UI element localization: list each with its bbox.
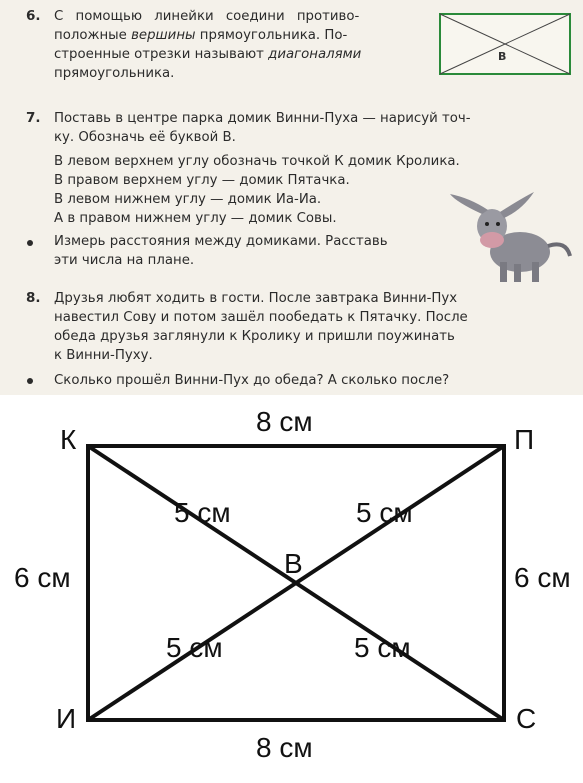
mini-rectangle-diagram [432,8,580,80]
donkey-eye [485,222,489,226]
task-8-bullet-line-1: Сколько прошёл Винни-Пух до обеда? А сколько после? [54,373,450,388]
center-label-vinni: В [284,548,303,579]
task-8-line-2: навестил Сову и потом зашёл пообедать к Пятачку. После [54,310,468,325]
donkey-muzzle [480,232,504,248]
plan-diagram [0,395,583,783]
task-7-line-1: Поставь в центре парка домик Винни-Пуха — нарисуй точ- [54,111,471,126]
donkey-eye [496,222,500,226]
task-6-line-4: прямоугольника. [54,66,175,81]
task-7-line-4: В правом верхнем углу — домик Пятачка. [54,173,350,188]
task-7-bullet-line-2: эти числа на плане. [54,253,195,268]
task-6-word-postroennye: строенные отрезки называют [54,47,264,62]
task-6-word-diagonali: диагоналями [268,47,362,62]
corner-label-pyatachok: П [514,424,535,455]
diagonal-length-bottom-left: 5 см [166,632,223,663]
task-6-word-polozhnye: положные [54,28,127,43]
corner-label-ia: И [56,703,77,734]
task-7-line-5: В левом нижнем углу — домик Иа-Иа. [54,192,322,207]
mini-center-label: В [498,50,507,63]
task-7-bullet [27,240,33,246]
task-8-line-3: обеда друзья заглянули к Кролику и пришли поужинать [54,329,455,344]
task-8-bullet [27,378,33,384]
donkey-tail [548,244,570,256]
task-6-line-1: С помощью линейки соедини противо- [54,9,360,24]
task-6-word-vershiny: вершины [131,28,196,43]
task-7-line-2: ку. Обозначь её буквой В. [54,130,236,145]
task-7-bullet-line-1: Измерь расстояния между домиками. Расставь [54,234,388,249]
task-8-line-4: к Винни-Пуху. [54,348,153,363]
top-side-length: 8 см [256,406,313,437]
left-side-length: 6 см [14,562,71,593]
corner-label-sova: С [516,703,537,734]
diagonal-length-bottom-right: 5 см [354,632,411,663]
diagonal-length-top-right: 5 см [356,497,413,528]
donkey-ear [450,194,488,214]
donkey-illustration [448,180,578,285]
task-8-number: 8. [26,290,41,306]
donkey-leg [532,262,539,282]
task-6-number: 6. [26,8,41,24]
donkey-leg [514,264,521,282]
right-side-length: 6 см [514,562,571,593]
donkey-leg [500,262,507,282]
corner-label-krolik: К [60,424,77,455]
donkey-ear [500,192,534,218]
bottom-side-length: 8 см [256,732,313,763]
task-6-line-2 [54,27,347,46]
task-6-word-rest: прямоугольника. По- [199,28,348,43]
task-8-line-1: Друзья любят ходить в гости. После завтрака Винни-Пух [54,291,458,306]
task-7-number: 7. [26,110,41,126]
task-7-line-3: В левом верхнем углу обозначь точкой К домик Кролика. [54,154,460,169]
diagonal-length-top-left: 5 см [174,497,231,528]
task-6-line-3 [54,46,361,65]
task-7-line-6: А в правом нижнем углу — домик Совы. [54,211,337,226]
